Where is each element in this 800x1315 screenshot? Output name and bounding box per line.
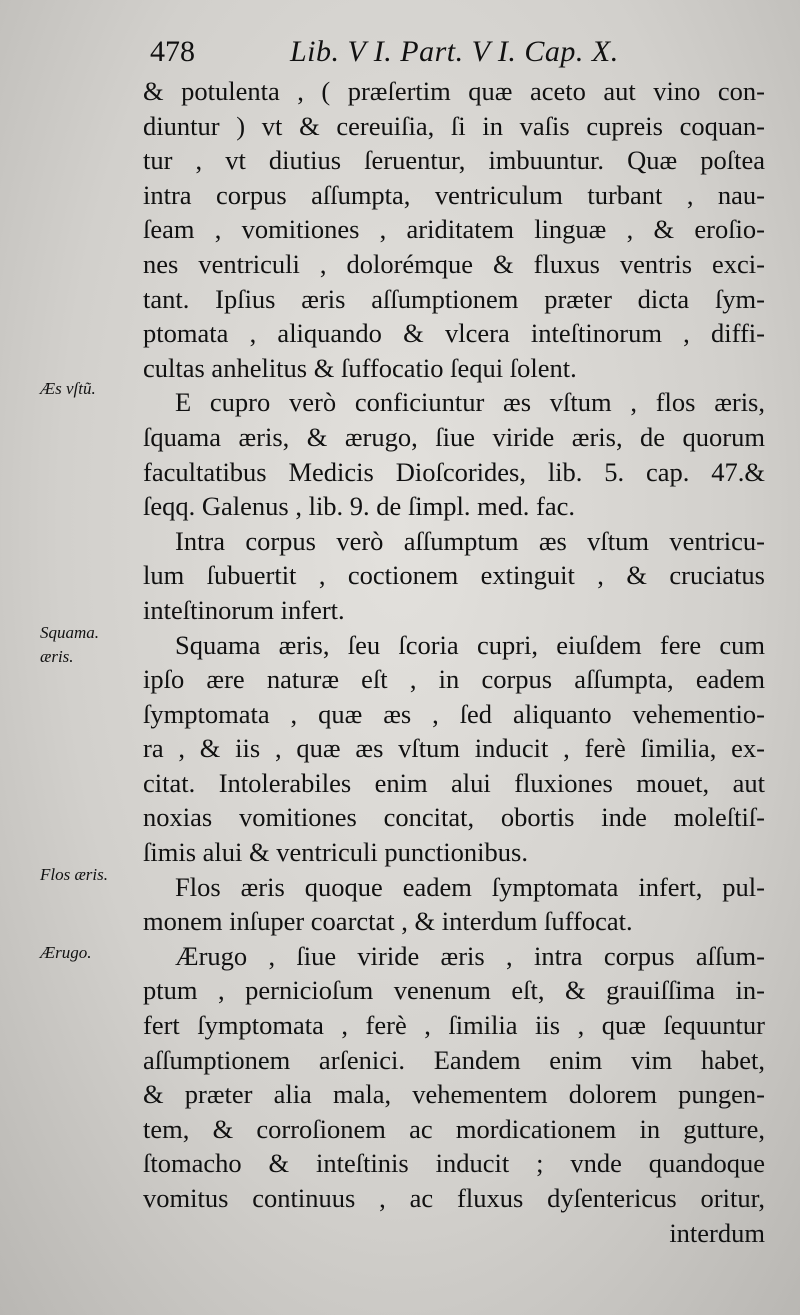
text-line: ſymptomata , quæ æs , ſed aliquanto vehementio-	[143, 698, 765, 729]
text-line: Intra corpus verò aſſumptum æs vſtum ventricu-	[175, 525, 765, 556]
text-line: & potulenta , ( præſertim quæ aceto aut vino con-	[143, 76, 765, 106]
text-line: facultatibus Medicis Dioſcorides, lib. 5. cap. 47.&	[143, 456, 765, 487]
text-line: ſeqq. Galenus , lib. 9. de ſimpl. med. fac.	[143, 491, 575, 522]
text-line: ſtomacho & inteſtinis inducit ; vnde quandoque	[143, 1148, 765, 1179]
main-text	[143, 74, 765, 1250]
text-line: & præter alia mala, vehementem dolorem pungen-	[143, 1079, 765, 1110]
text-line: ſquama æris, & ærugo, ſiue viride æris, de quorum	[143, 421, 765, 452]
text-line: fert ſymptomata , ferè , ſimilia iis , quæ ſequuntur	[143, 1010, 765, 1041]
text-line: ſeam , vomitiones , ariditatem linguæ , & eroſio-	[143, 214, 765, 245]
text-line: nes ventriculi , dolorémque & fluxus ventris exci-	[143, 248, 765, 279]
margin-note-aeris: æris.	[40, 647, 74, 666]
text-line: inteſtinorum infert.	[143, 594, 345, 625]
margin-note-aes-ustum: Æs vſtũ.	[40, 379, 96, 398]
margin-note-flos-aeris: Flos æris.	[40, 865, 109, 884]
text-line: Flos æris quoque eadem ſymptomata infert, pul-	[175, 871, 765, 902]
catchword: interdum	[669, 1217, 765, 1248]
text-line: tant. Ipſius æris aſſumptionem præter dicta ſym-	[143, 283, 765, 314]
text-line: intra corpus aſſumpta, ventriculum turbant , nau-	[143, 179, 765, 210]
text-line: lum ſubuertit , coctionem extinguit , & cruciatus	[143, 560, 765, 591]
running-title: Lib. V I. Part. V I. Cap. X.	[290, 35, 619, 68]
text-line: ipſo ære naturæ eſt , in corpus aſſumpta, eadem	[143, 664, 765, 695]
text-line: diuntur ) vt & cereuiſia, ſi in vaſis cupreis coquan-	[143, 110, 765, 141]
margin-note-aerugo: Ærugo.	[40, 943, 92, 962]
text-line: vomitus continuus , ac fluxus dyſentericus oritur,	[143, 1183, 765, 1213]
text-line: E cupro verò conficiuntur æs vſtum , flos æris,	[175, 387, 765, 418]
text-line: noxias vomitiones concitat, obortis inde moleſtiſ-	[143, 802, 765, 833]
page-number: 478	[150, 35, 195, 68]
text-line: ptomata , aliquando & vlcera inteſtinorum , diffi-	[143, 318, 765, 349]
text-line: aſſumptionem arſenici. Eandem enim vim habet,	[143, 1044, 765, 1075]
text-line: ſimis alui & ventriculi punctionibus.	[143, 837, 528, 868]
text-line: ptum , pernicioſum venenum eſt, & grauiſſima in-	[143, 975, 765, 1006]
margin-note-squama: Squama.	[40, 623, 100, 642]
page-header	[150, 30, 790, 74]
text-line: citat. Intolerabiles enim alui fluxiones mouet, aut	[143, 767, 765, 798]
text-line: tem, & corroſionem ac mordicationem in gutture,	[143, 1113, 765, 1144]
text-line: monem inſuper coarctat , & interdum ſuffocat.	[143, 906, 633, 937]
text-line: ra , & iis , quæ æs vſtum inducit , ferè ſimilia, ex-	[143, 733, 765, 764]
text-line: tur , vt diutius ſeruentur, imbuuntur. Quæ poſtea	[143, 145, 765, 176]
text-line: cultas anhelitus & ſuffocatio ſequi ſolent.	[143, 352, 577, 383]
text-line: Squama æris, ſeu ſcoria cupri, eiuſdem fere cum	[175, 629, 765, 660]
text-line: Ærugo , ſiue viride æris , intra corpus aſſum-	[175, 940, 765, 971]
